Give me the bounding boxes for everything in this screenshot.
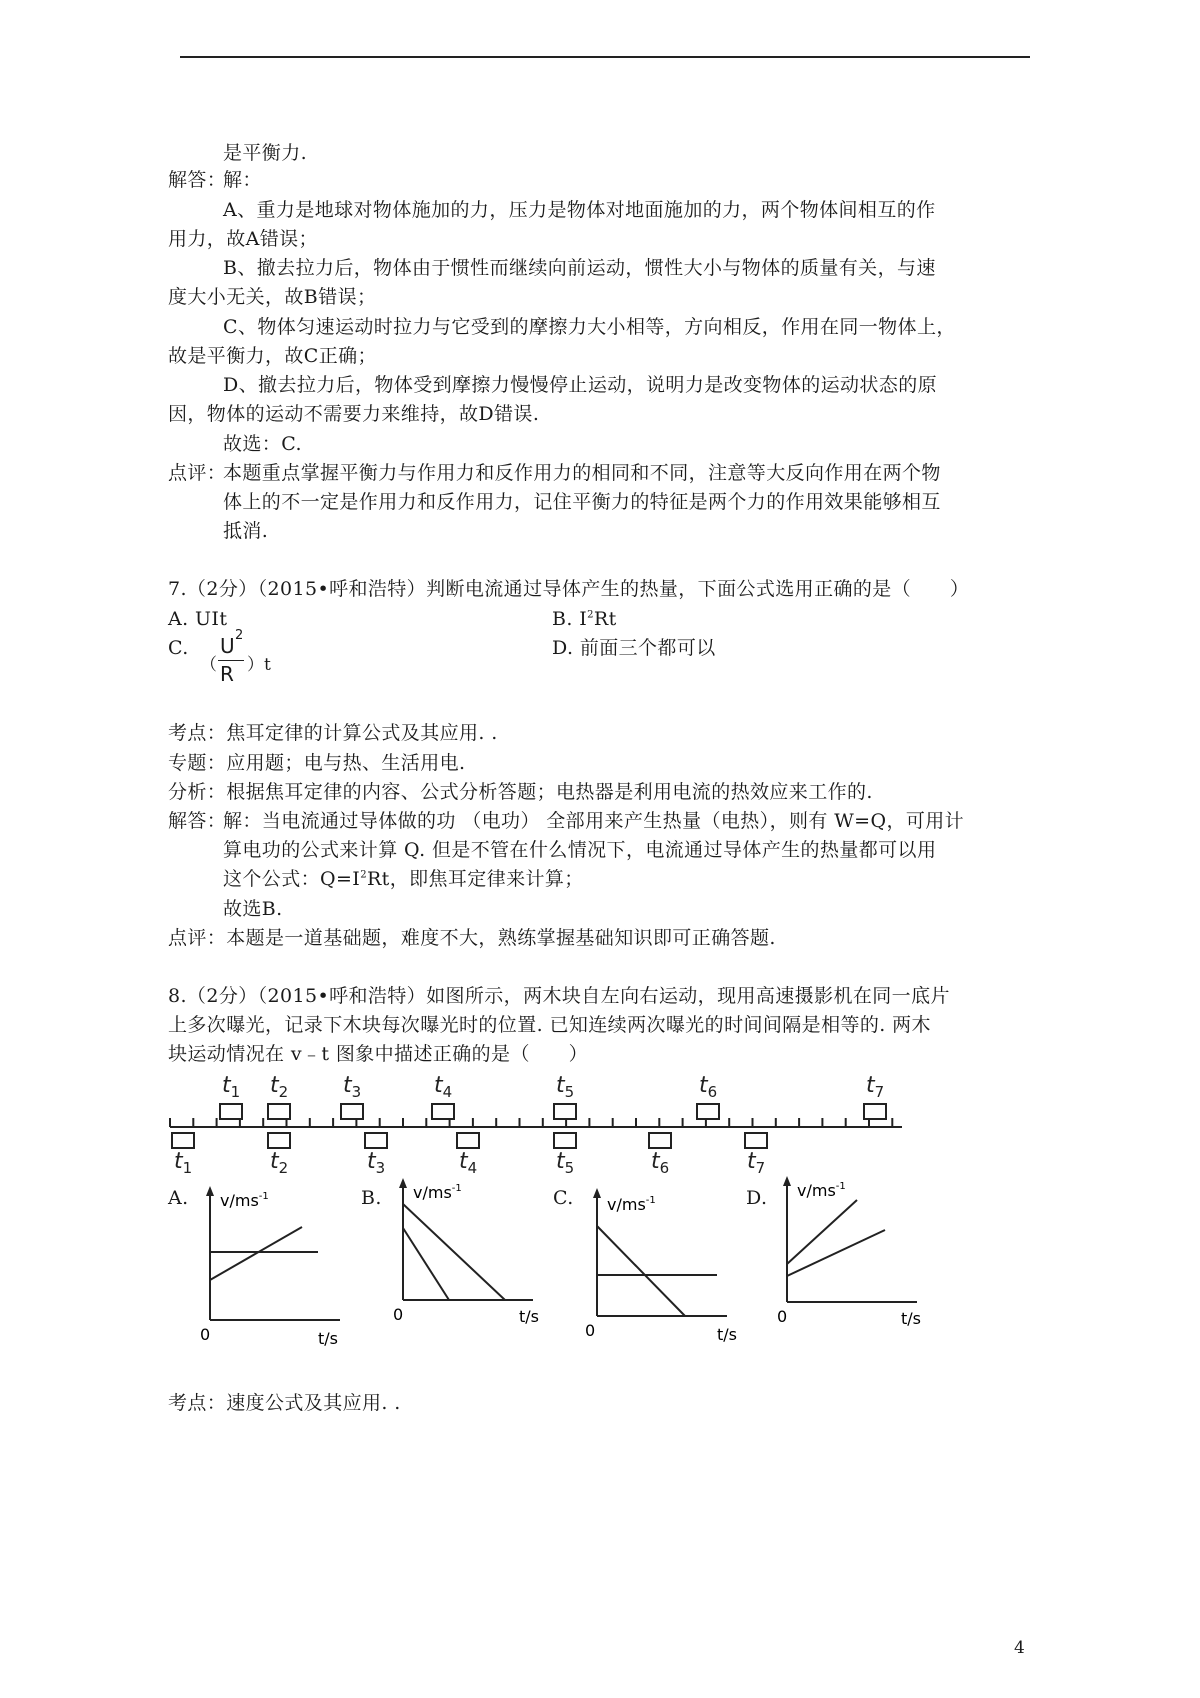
header-rule xyxy=(180,56,1030,58)
lower-block xyxy=(649,1133,671,1148)
q7-kaodian: 考点：焦耳定律的计算公式及其应用. . xyxy=(168,722,498,744)
graph-a xyxy=(190,1180,360,1350)
graph-c-xlabel: t/s xyxy=(717,1325,737,1344)
answer-head: 解： xyxy=(223,169,262,191)
q7-jieda-label: 解答： xyxy=(168,810,227,832)
lower-block-label: $t_4$ xyxy=(459,1149,478,1177)
lower-block-label: $t_2$ xyxy=(270,1149,289,1177)
lower-block xyxy=(745,1133,767,1148)
q7-jieda-line1: 解：当电流通过导体做的功 （电功） 全部用来产生热量（电热），则有 W=Q，可用计 xyxy=(223,810,965,832)
upper-block xyxy=(697,1104,719,1119)
answer-label: 解答： xyxy=(168,169,227,191)
graph-label-d: D. xyxy=(746,1187,768,1209)
q7-option-c-label: C. xyxy=(168,637,189,659)
q7-jieda-line3: 这个公式：$Q=I^2Rt$，即焦耳定律来计算； xyxy=(223,868,584,890)
q7-option-b: B. $I^2Rt$ xyxy=(552,608,617,630)
graph-a-ylabel: $v/ms^{-1}$ xyxy=(220,1191,269,1210)
graph-d xyxy=(767,1168,937,1338)
q7-jieda-line2: 算电功的公式来计算 Q. 但是不管在什么情况下，电流通过导体产生的热量都可以用 xyxy=(223,839,937,861)
upper-block-label: $t_6$ xyxy=(699,1073,718,1101)
upper-block-label: $t_1$ xyxy=(222,1073,241,1101)
q7-fenxi: 分析：根据焦耳定律的内容、公式分析答题；电热器是利用电流的热效应来工作的. xyxy=(168,781,873,803)
upper-block-label: $t_3$ xyxy=(343,1073,362,1101)
lower-block xyxy=(457,1133,479,1148)
lower-block-label: $t_5$ xyxy=(556,1149,575,1177)
comment-label: 点评： xyxy=(168,462,227,484)
upper-block xyxy=(864,1104,886,1119)
q7-zhuanti: 专题：应用题；电与热、生活用电. xyxy=(168,752,466,774)
q7-option-a: A. UIt xyxy=(168,608,228,630)
graph-label-a: A. xyxy=(168,1187,189,1209)
graph-label-c: C. xyxy=(553,1187,574,1209)
graph-b-ylabel: $v/ms^{-1}$ xyxy=(413,1183,462,1202)
comment-line3: 抵消. xyxy=(223,520,269,542)
graph-label-b: B. xyxy=(361,1187,382,1209)
graph-a-origin: 0 xyxy=(200,1325,211,1344)
answer-a-line1: A、重力是地球对物体施加的力，压力是物体对地面施加的力，两个物体间相互的作 xyxy=(223,199,936,221)
lower-block-label: $t_3$ xyxy=(367,1149,386,1177)
upper-block xyxy=(432,1104,454,1119)
answer-c-line1: C、物体匀速运动时拉力与它受到的摩擦力大小相等，方向相反，作用在同一物体上， xyxy=(223,316,956,338)
graph-b xyxy=(383,1170,553,1340)
lower-block xyxy=(172,1133,194,1148)
q8-stem-line1: 8.（2分）（2015•呼和浩特）如图所示，两木块自左向右运动，现用高速摄影机在同一底片 xyxy=(168,985,950,1007)
q7-option-d: D. 前面三个都可以 xyxy=(552,637,716,659)
q7-dianping: 点评：本题是一道基础题，难度不大，熟练掌握基础知识即可正确答题. xyxy=(168,927,776,949)
upper-block xyxy=(554,1104,576,1119)
answer-a-line2: 用力，故A错误； xyxy=(168,228,318,250)
graph-a-xlabel: t/s xyxy=(318,1329,338,1348)
lower-block xyxy=(365,1133,387,1148)
comment-line1: 本题重点掌握平衡力与作用力和反作用力的相同和不同，注意等大反向作用在两个物 xyxy=(223,462,941,484)
graph-c xyxy=(577,1180,747,1350)
q7-stem: 7.（2分）（2015•呼和浩特）判断电流通过导体产生的热量，下面公式选用正确的是（ ） xyxy=(168,578,970,600)
upper-block-label: $t_4$ xyxy=(434,1073,453,1101)
graph-b-xlabel: t/s xyxy=(519,1307,539,1326)
lower-block xyxy=(268,1133,290,1148)
lower-block-label: $t_7$ xyxy=(747,1149,766,1177)
answer-c-line2: 故是平衡力，故C正确； xyxy=(168,345,377,367)
graph-b-origin: 0 xyxy=(393,1305,404,1324)
q8-kaodian: 考点：速度公式及其应用. . xyxy=(168,1392,401,1414)
upper-block xyxy=(268,1104,290,1119)
answer-choice: 故选：C. xyxy=(223,433,302,455)
graph-d-ylabel: $v/ms^{-1}$ xyxy=(797,1181,846,1200)
lower-block-label: $t_6$ xyxy=(651,1149,670,1177)
page-number: 4 xyxy=(1014,1638,1025,1658)
graph-c-origin: 0 xyxy=(585,1321,596,1340)
lower-block-label: $t_1$ xyxy=(174,1149,193,1177)
upper-block xyxy=(220,1104,242,1119)
prev-continuation: 是平衡力. xyxy=(223,142,308,164)
answer-d-line2: 因，物体的运动不需要力来维持，故D错误. xyxy=(168,403,540,425)
upper-block-label: $t_2$ xyxy=(270,1073,289,1101)
upper-block-label: $t_7$ xyxy=(866,1073,885,1101)
comment-line2: 体上的不一定是作用力和反作用力，记住平衡力的特征是两个力的作用效果能够相互 xyxy=(223,491,941,513)
graph-d-origin: 0 xyxy=(777,1307,788,1326)
q7-option-c-formula: （ U 2 R ）t xyxy=(200,628,271,686)
answer-b-line1: B、撤去拉力后，物体由于惯性而继续向前运动，惯性大小与物体的质量有关，与速 xyxy=(223,257,936,279)
q7-jieda-line4: 故选B. xyxy=(223,898,283,920)
answer-b-line2: 度大小无关，故B错误； xyxy=(168,286,377,308)
graph-d-xlabel: t/s xyxy=(901,1309,921,1328)
upper-block-label: $t_5$ xyxy=(556,1073,575,1101)
upper-block xyxy=(341,1104,363,1119)
answer-d-line1: D、撤去拉力后，物体受到摩擦力慢慢停止运动，说明力是改变物体的运动状态的原 xyxy=(223,374,938,396)
exposure-figure xyxy=(160,1060,920,1180)
q8-stem-line2: 上多次曝光，记录下木块每次曝光时的位置. 已知连续两次曝光的时间间隔是相等的. 两木 xyxy=(168,1014,931,1036)
lower-block xyxy=(554,1133,576,1148)
q8-stem-line3: 块运动情况在 v﹣t 图象中描述正确的是（ ） xyxy=(168,1043,589,1065)
graph-c-ylabel: $v/ms^{-1}$ xyxy=(607,1195,656,1214)
